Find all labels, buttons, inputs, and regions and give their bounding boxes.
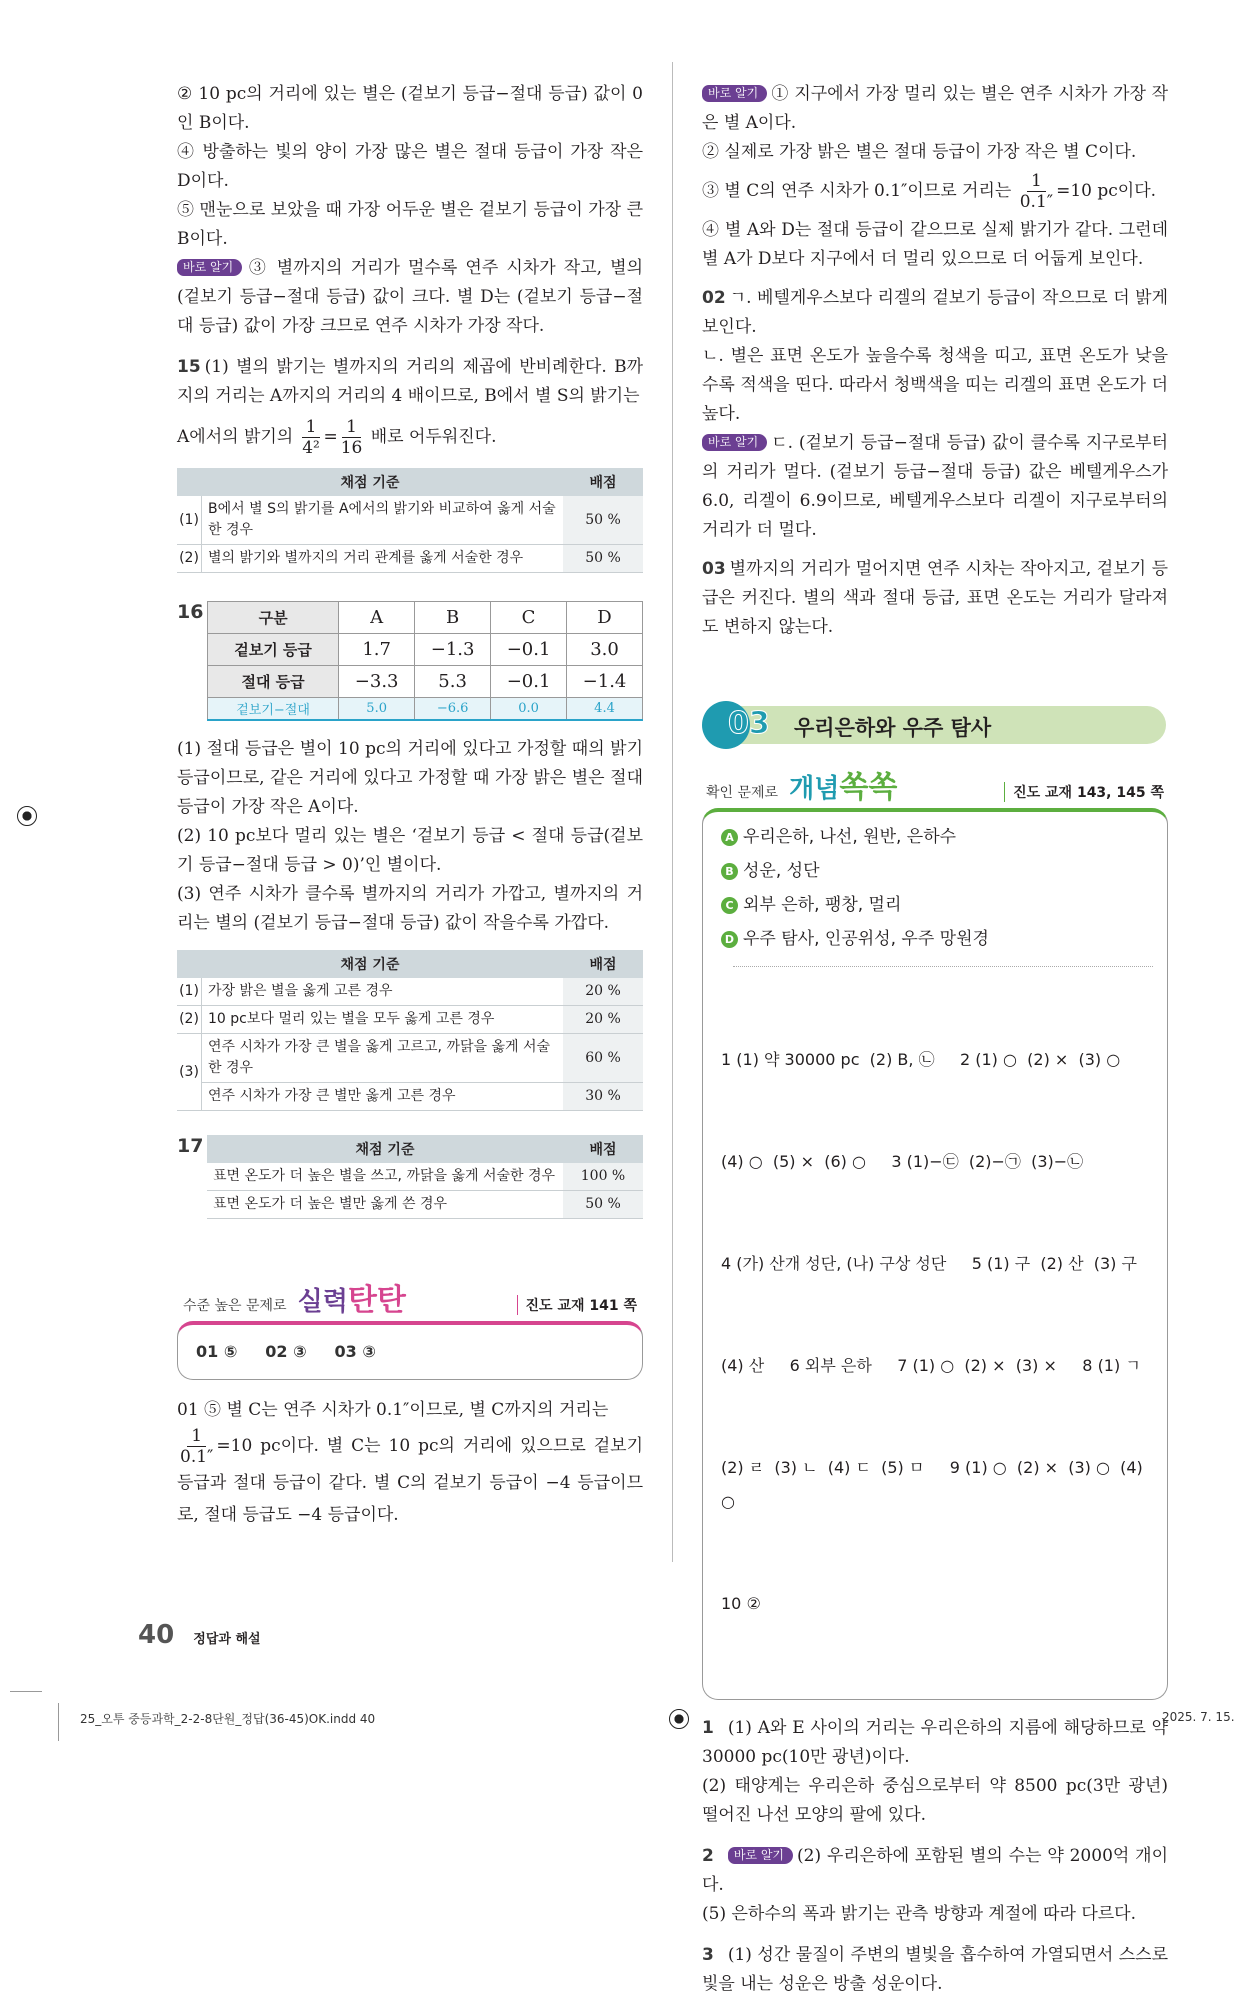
paragraph: ③ 별 C의 연주 시차가 0.1″이므로 거리는: [702, 181, 1012, 201]
q15-explanation: [177, 353, 643, 458]
denominator: 4²: [302, 438, 320, 458]
criterion: 가장 밝은 별을 옳게 고른 경우: [202, 978, 564, 1006]
textbook-reference: 진도 교재 143, 145 쪽: [1004, 782, 1164, 802]
question-number: 02: [702, 288, 726, 308]
q16-explanation: [177, 735, 643, 938]
question-number: 3: [702, 1945, 714, 1965]
slug-date: 2025. 7. 15.: [1162, 1710, 1235, 1724]
key-text: 성운, 성단: [743, 861, 820, 881]
correct-badge: 바로 알기: [702, 85, 767, 102]
cell: −1.4: [567, 666, 643, 698]
key-text: 우주 탐사, 인공위성, 우주 망원경: [743, 929, 989, 949]
answer-line: 4 (가) 산개 성단, (나) 구상 성단 5 (1) 구 (2) 산 (3) 구: [721, 1254, 1137, 1273]
key-marker-icon: B: [721, 863, 738, 880]
cell: 4.4: [567, 698, 643, 721]
points: 50 %: [563, 1191, 643, 1219]
table-row: [208, 698, 643, 721]
correct-badge: 바로 알기: [702, 434, 767, 451]
table-row: [208, 666, 643, 698]
table-row: [207, 1163, 643, 1191]
criterion: 표면 온도가 더 높은 별을 쓰고, 까닭을 옳게 서술한 경우: [207, 1163, 563, 1191]
page-number: 40: [138, 1620, 175, 1650]
denominator: 16: [340, 438, 363, 458]
table-row: [177, 496, 643, 545]
cell: 0.0: [491, 698, 567, 721]
option-text: ⑤ 맨눈으로 보았을 때 가장 어두운 별은 겉보기 등급이 가장 큰 B이다.: [177, 200, 643, 249]
question-number: 2: [702, 1846, 714, 1866]
answer-lines: [721, 975, 1153, 1689]
page-label: 정답과 해설: [193, 1632, 261, 1647]
paragraph: ② 실제로 가장 밝은 별은 절대 등급이 가장 작은 별 C이다.: [702, 142, 1137, 162]
header: C: [491, 602, 567, 634]
question-number: 17: [177, 1135, 204, 1157]
header-prefix: 확인 문제로: [706, 785, 779, 801]
concept-header: [702, 762, 1168, 806]
cell: 3.0: [567, 634, 643, 666]
answer: 01 ⑤: [196, 1342, 238, 1361]
header-title: 개념: [789, 774, 840, 804]
header-points: 배점: [563, 468, 643, 496]
concept-explanations: [702, 1714, 1168, 1999]
points: 100 %: [563, 1163, 643, 1191]
answer: 02 ③: [265, 1342, 307, 1361]
crop-mark: [58, 1703, 59, 1741]
numerator: 1: [342, 417, 361, 438]
fraction: [1020, 171, 1053, 212]
option-text: ④ 방출하는 빛의 양이 가장 많은 별은 절대 등급이 가장 작은 D이다.: [177, 142, 643, 191]
criterion: 별의 밝기와 별까지의 거리 관계를 옳게 서술한 경우: [202, 545, 564, 573]
paragraph: (2) 우리은하에 포함된 별의 수는 약 2000억 개이다.: [702, 1846, 1168, 1895]
cell: 절대 등급: [208, 666, 339, 698]
row-no: (2): [177, 545, 202, 573]
correct-badge: 바로 알기: [728, 1847, 793, 1864]
header-points: 배점: [563, 950, 643, 978]
header: B: [415, 602, 491, 634]
header-title: 실력: [297, 1287, 348, 1317]
answer-line: (4) ○ (5) × (6) ○ 3 (1)−㉢ (2)−㉠ (3)−㉡: [721, 1152, 1084, 1171]
answer-line: (2) ㄹ (3) ㄴ (4) ㄷ (5) ㅁ 9 (1) ○ (2) × (3) ○ (4) ○: [721, 1458, 1148, 1511]
paragraph: ④ 별 A와 D는 절대 등급이 같으므로 실제 밝기가 같다. 그런데 별 A가 D보다 지구에서 더 멀리 있으므로 더 어둡게 보인다.: [702, 220, 1168, 269]
answer-line: 1 (1) 약 30000 pc (2) B, ㉡ 2 (1) ○ (2) × (3) ○: [721, 1050, 1121, 1069]
key-marker-icon: D: [721, 931, 738, 948]
cell: −0.1: [491, 634, 567, 666]
paragraph: ㄴ. 별은 표면 온도가 높을수록 청색을 띠고, 표면 온도가 낮을수록 적색을 띤다. 따라서 청백색을 띠는 리겔의 표면 온도가 더 높다.: [702, 346, 1168, 424]
header-criterion: 채점 기준: [177, 950, 563, 978]
paragraph: (3) 연주 시차가 클수록 별까지의 거리가 가깝고, 별까지의 거리는 별의 (겉보기 등급−절대 등급) 값이 작을수록 가깝다.: [177, 884, 643, 933]
correct-text: ③ 별까지의 거리가 멀수록 연주 시차가 작고, 별의 (겉보기 등급−절대 등급) 값이 크다. 별 D는 (겉보기 등급−절대 등급) 값이 가장 크므로 연주 시차가 가장 작다.: [177, 258, 643, 336]
criterion: B에서 별 S의 밝기를 A에서의 밝기와 비교하여 옳게 서술한 경우: [202, 496, 564, 545]
paragraph: (5) 은하수의 폭과 밝기는 관측 방향과 계절에 따라 다르다.: [702, 1904, 1136, 1924]
advanced-q01-explanation: [177, 1394, 643, 1531]
fraction: [180, 1426, 213, 1467]
registration-mark-icon: [669, 1709, 689, 1729]
q15-text3: 배로 어두워진다.: [370, 427, 497, 447]
points: 50 %: [563, 496, 643, 545]
fraction: [341, 417, 363, 458]
key-list: [721, 820, 1153, 956]
right-column: [702, 80, 1168, 1999]
cell: 5.3: [415, 666, 491, 698]
q16-scoring-table: [177, 950, 643, 1111]
paragraph: ㄷ. (겉보기 등급−절대 등급) 값이 클수록 지구로부터의 거리가 멀다. (겉보기 등급−절대 등급) 값은 베텔게우스가 6.0, 리겔이 6.9이므로, 베텔게우스보다 리겔이 지구로부터의 거리가 더 멀다.: [702, 433, 1168, 540]
key-marker-icon: C: [721, 897, 738, 914]
paragraph: (2) 10 pc보다 멀리 있는 별은 ‘겉보기 등급 < 절대 등급(겉보기 등급−절대 등급 > 0)’인 별이다.: [177, 826, 643, 875]
question-number: 03: [702, 559, 726, 579]
criterion: 연주 시차가 가장 큰 별을 옳게 고르고, 까닭을 옳게 서술한 경우: [202, 1034, 564, 1083]
header-prefix: 수준 높은 문제로: [183, 1298, 287, 1314]
cell: −1.3: [415, 634, 491, 666]
section-banner: [702, 702, 1168, 748]
section-number: 03: [728, 706, 770, 741]
cell: 1.7: [339, 634, 415, 666]
paragraph: (1) 절대 등급은 별이 10 pc의 거리에 있다고 가정할 때의 밝기 등급이므로, 같은 거리에 있다고 가정할 때 가장 밝은 별은 절대 등급이 가장 작은 A이다.: [177, 739, 643, 817]
slug-filename: 25_오투 중등과학_2-2-8단원_정답(36-45)OK.indd 40: [80, 1712, 376, 1726]
row-no: (1): [177, 978, 202, 1006]
q16-row: [177, 601, 643, 721]
paragraph: =10 pc이다.: [1056, 181, 1157, 201]
table-row: [177, 1083, 643, 1111]
page-footer-label: [138, 1604, 643, 1650]
paragraph: (1) A와 E 사이의 거리는 우리은하의 지름에 해당하므로 약 30000 pc(10만 광년)이다.: [702, 1718, 1168, 1767]
header: D: [567, 602, 643, 634]
section-title: 우리은하와 우주 탐사: [794, 716, 992, 740]
table-row: [177, 1006, 643, 1034]
cell: −6.6: [415, 698, 491, 721]
header: 구분: [208, 602, 339, 634]
paragraph: 별까지의 거리가 멀어지면 연주 시차는 작아지고, 겉보기 등급은 커진다. 별의 색과 절대 등급, 표면 온도는 거리가 달라져도 변하지 않는다.: [702, 559, 1168, 637]
paragraph: 01 ⑤ 별 C는 연주 시차가 0.1″이므로, 별 C까지의 거리는: [177, 1400, 609, 1420]
left-column: [138, 80, 643, 1650]
fraction: [302, 417, 321, 458]
row-no: (2): [177, 1006, 202, 1034]
numerator: 1: [1027, 171, 1046, 192]
advanced-header: [177, 1275, 643, 1319]
question-number: 1: [702, 1718, 714, 1738]
answer-line: (4) 산 6 외부 은하 7 (1) ○ (2) × (3) × 8 (1) ㄱ: [721, 1356, 1141, 1375]
points: 50 %: [563, 545, 643, 573]
key-item: [721, 854, 1153, 888]
table-row: [177, 545, 643, 573]
header-criterion: 채점 기준: [207, 1135, 563, 1163]
cell: 겉보기−절대: [208, 698, 339, 721]
key-item: [721, 888, 1153, 922]
q15-text: (1) 별의 밝기는 별까지의 거리의 제곱에 반비례한다. B까지의 거리는 A까지의 거리의 4 배이므로, B에서 별 S의 밝기는: [177, 357, 643, 406]
answer: 03 ③: [334, 1342, 376, 1361]
points: 30 %: [563, 1083, 643, 1111]
criterion: 표면 온도가 더 높은 별만 옳게 쓴 경우: [207, 1191, 563, 1219]
advanced-answer-box: [177, 1321, 643, 1380]
points: 20 %: [563, 1006, 643, 1034]
key-text: 외부 은하, 팽창, 멀리: [743, 895, 902, 915]
table-row: [208, 634, 643, 666]
numerator: 1: [187, 1426, 206, 1447]
key-text: 우리은하, 나선, 원반, 은하수: [743, 827, 957, 847]
paragraph: =10 pc이다. 별 C는 10 pc의 거리에 있으므로 겉보기 등급과 절대 등급이 같다. 별 C의 겉보기 등급이 −4 등급이므로, 절대 등급도 −4 등급이다.: [177, 1436, 643, 1525]
option-text: ② 10 pc의 거리에 있는 별은 (겉보기 등급−절대 등급) 값이 0인 B이다.: [177, 84, 643, 133]
q17-scoring-table: [207, 1135, 643, 1219]
answer-line: 10 ②: [721, 1594, 761, 1613]
question-number: 16: [177, 601, 204, 623]
textbook-reference: 진도 교재 141 쪽: [517, 1295, 637, 1315]
cell: −3.3: [339, 666, 415, 698]
denominator: 0.1″: [1019, 192, 1054, 212]
q14-correct: [702, 80, 1168, 642]
q16-magnitude-table: [207, 601, 643, 721]
row-no: (3): [177, 1034, 202, 1111]
denominator: 0.1″: [180, 1447, 214, 1467]
correct-badge: 바로 알기: [177, 259, 242, 276]
header-title-accent: 쏙쏙: [839, 770, 898, 805]
crop-mark: [10, 1691, 42, 1692]
paragraph: ㄱ. 베텔게우스보다 리겔의 겉보기 등급이 작으므로 더 밝게 보인다.: [702, 288, 1168, 337]
paragraph: ① 지구에서 가장 멀리 있는 별은 연주 시차가 가장 작은 별 A이다.: [702, 84, 1168, 133]
points: 60 %: [563, 1034, 643, 1083]
paragraph: (1) 성간 물질이 주변의 별빛을 흡수하여 가열되면서 스스로 빛을 내는 성운은 방출 성운이다.: [702, 1945, 1168, 1994]
table-row: [207, 1191, 643, 1219]
header-title-accent: 탄탄: [347, 1283, 406, 1318]
header-criterion: 채점 기준: [177, 468, 563, 496]
points: 20 %: [563, 978, 643, 1006]
criterion: 연주 시차가 가장 큰 별만 옳게 고른 경우: [202, 1083, 564, 1111]
table-row: [177, 978, 643, 1006]
header-points: 배점: [563, 1135, 643, 1163]
answer-list: [196, 1335, 624, 1369]
cell: −0.1: [491, 666, 567, 698]
q17-row: [177, 1135, 643, 1219]
table-row: [177, 1034, 643, 1083]
q15-scoring-table: [177, 468, 643, 573]
key-marker-icon: A: [721, 829, 738, 846]
paragraph: (2) 태양계는 우리은하 중심으로부터 약 8500 pc(3만 광년) 떨어진 나선 모양의 팔에 있다.: [702, 1776, 1168, 1825]
row-no: (1): [177, 496, 202, 545]
cell: 겉보기 등급: [208, 634, 339, 666]
question-number: 15: [177, 357, 201, 377]
concept-answer-box: [702, 808, 1168, 1700]
numerator: 1: [302, 417, 321, 438]
dotted-divider: [733, 966, 1153, 967]
q14-options: [177, 80, 643, 341]
q15-text2: A에서의 밝기의: [177, 427, 294, 447]
column-divider: [672, 62, 673, 1562]
key-item: [721, 820, 1153, 854]
criterion: 10 pc보다 멀리 있는 별을 모두 옳게 고른 경우: [202, 1006, 564, 1034]
header: A: [339, 602, 415, 634]
cell: 5.0: [339, 698, 415, 721]
registration-mark-icon: [17, 806, 37, 826]
key-item: [721, 922, 1153, 956]
equals: =: [323, 427, 338, 447]
